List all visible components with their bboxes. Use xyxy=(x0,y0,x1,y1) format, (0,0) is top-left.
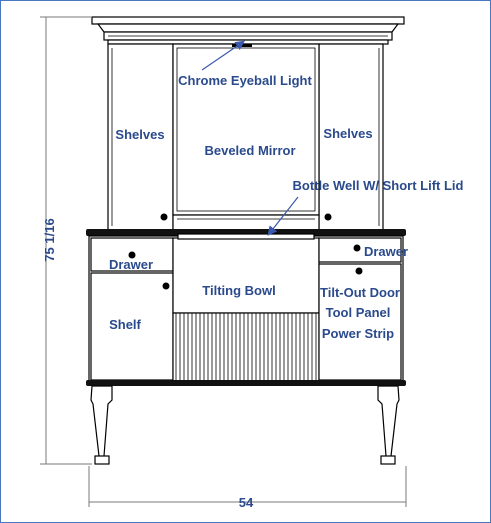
label-chrome-eyeball-light: Chrome Eyeball Light xyxy=(178,73,312,88)
label-shelf: Shelf xyxy=(109,317,141,332)
eyeball-light-fixture xyxy=(232,44,252,47)
right-door-knob xyxy=(356,268,363,275)
crown-molding xyxy=(92,17,404,44)
beveled-mirror xyxy=(173,44,319,230)
right-drawer-knob xyxy=(354,245,361,252)
left-leg xyxy=(91,386,112,464)
bottom-plinth xyxy=(86,380,406,386)
bottle-well-lid xyxy=(178,234,314,239)
label-power-strip: Power Strip xyxy=(321,326,395,341)
right-leg xyxy=(378,386,399,464)
label-shelves-right: Shelves xyxy=(323,126,373,141)
label-drawer-left: Drawer xyxy=(108,257,154,272)
width-dimension xyxy=(89,466,406,510)
fluted-apron xyxy=(173,313,319,382)
label-shelves-left: Shelves xyxy=(115,127,165,142)
height-dimension xyxy=(40,17,92,464)
right-cabinet-knob xyxy=(325,214,332,221)
label-tool-panel: Tool Panel xyxy=(325,305,391,320)
tilt-out-door-panel xyxy=(319,264,401,380)
height-label: 75 1/16 xyxy=(42,218,57,262)
width-label: 54 xyxy=(238,495,254,510)
label-drawer-right: Drawer xyxy=(363,244,409,259)
label-bottle-well: Bottle Well W/ Short Lift Lid xyxy=(292,178,464,193)
label-tilting-bowl: Tilting Bowl xyxy=(202,283,276,298)
label-beveled-mirror: Beveled Mirror xyxy=(204,143,296,158)
label-tilt-out-door: Tilt-Out Door xyxy=(320,285,400,300)
left-cabinet-knob xyxy=(161,214,168,221)
left-door-knob xyxy=(163,283,170,290)
tilting-bowl-panel xyxy=(173,238,319,313)
